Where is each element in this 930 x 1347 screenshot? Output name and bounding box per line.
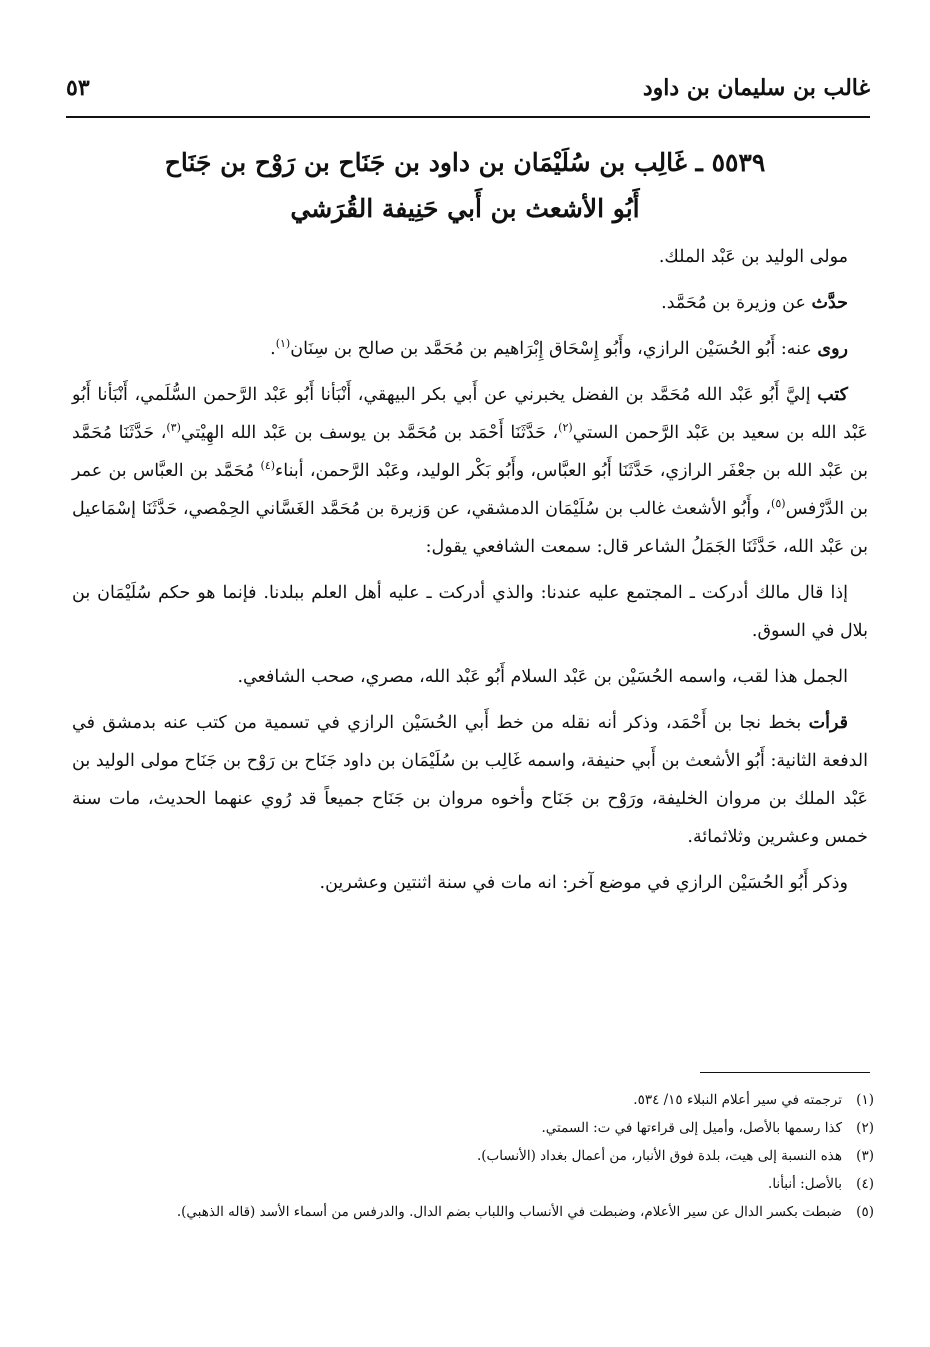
header-rule	[66, 116, 870, 118]
paragraph-text: عنه: أَبُو الحُسَيْن الرازي، وأَبُو إِسْحَاق إِبْرَاهيم بن مُحَمَّد بن صالح بن سِنَان	[290, 339, 818, 359]
paragraph-isnad	[72, 376, 868, 566]
keyword: روى	[817, 339, 848, 359]
paragraph-text: وذكر أَبُو الحُسَيْن الرازي في موضع آخر: انه مات في سنة اثنتين وعشرين.	[319, 873, 848, 893]
paragraph-mawla	[72, 238, 868, 276]
paragraph-death	[72, 864, 868, 902]
entry-title-line-1: ٥٥٣٩ ـ غَالِب بن سُلَيْمَان بن داود بن جَنَاح بن رَوْح بن جَنَاح	[164, 148, 766, 177]
paragraph-qaratu	[72, 704, 868, 856]
footnote-rule	[700, 1072, 870, 1073]
footnote-item	[72, 1170, 874, 1198]
paragraph-text: ، وأَبُو الأشعث غالب بن سُلَيْمَان الدمشقي، عن وَزيرة بن مُحَمَّد الغَسَّاني الحِمْصي، حَدَّثَنَا إسْمَاعيل بن عَبْد الله، حَدَّثَنَا الجَمَلُ الشاعر قال: سمعت الشافعي يقول:	[72, 499, 868, 557]
paragraph-text: إليَّ أَبُو عَبْد الله مُحَمَّد بن الفضل يخبرني عن أَبي بكر البيهقي، أَنْبَأنا أَبُو عَبْد الرَّحمن السُّلَمي، أَنْبَأنا أَبُو عَبْد الله بن سعيد بن عَبْد الرَّحمن الستي	[72, 385, 868, 443]
paragraph-haddatha	[72, 284, 868, 322]
keyword: كتب	[817, 385, 848, 405]
body-text	[72, 238, 868, 910]
paragraph-text: ، حَدَّثَنَا مُحَمَّد بن عَبْد الله بن جعْفَر الرازي، حَدَّثَنَا أَبُو العبَّاس، وأَبُو بَكْر الوليد، وعَبْد الرَّحمن، أبناء	[72, 423, 868, 481]
keyword: حدَّث	[811, 293, 848, 313]
footnote-ref: (٣)	[166, 421, 181, 435]
running-title: غالب بن سليمان بن داود	[642, 75, 870, 101]
footnote-text: ترجمته في سير أعلام النبلاء ١٥/ ٥٣٤.	[633, 1092, 842, 1108]
running-header	[66, 66, 870, 110]
footnote-item	[72, 1114, 874, 1142]
paragraph-text: الجمل هذا لقب، واسمه الحُسَيْن بن عَبْد السلام أَبُو عَبْد الله، مصري، صحب الشافعي.	[237, 667, 848, 687]
footnote-number: (٥)	[856, 1204, 874, 1220]
footnote-ref: (٢)	[558, 421, 573, 435]
page-number: ٥٣	[66, 75, 90, 101]
footnote-text: كذا رسمها بالأصل، وأميل إلى قراءتها في ت: السمتي.	[541, 1120, 842, 1136]
footnote-text: هذه النسبة إلى هيت، بلدة فوق الأنبار، من أعمال بغداد (الأنساب).	[476, 1148, 842, 1164]
paragraph-text: إذا قال مالك أدركت ـ المجتمع عليه عندنا: والذي أدركت ـ عليه أهل العلم ببلدنا. فإنما هو حكم سُلَيْمَان بن بلال في السوق.	[72, 583, 868, 641]
paragraph-rawa	[72, 330, 868, 368]
footnotes	[72, 1086, 874, 1226]
paragraph-text: مُحَمَّد بن العبَّاس بن عمر بن الدَّرْفس	[72, 461, 868, 519]
paragraph-tail: .	[270, 339, 276, 359]
entry-title	[110, 140, 820, 232]
footnote-ref: (٤)	[260, 459, 276, 473]
keyword: قرأت	[808, 713, 848, 733]
paragraph-text: مولى الوليد بن عَبْد الملك.	[658, 247, 848, 267]
footnote-item	[72, 1198, 874, 1226]
footnote-text: بالأصل: أنبأنا.	[768, 1176, 842, 1192]
footnote-number: (٢)	[856, 1120, 874, 1136]
footnote-number: (٣)	[856, 1148, 874, 1164]
footnote-text: ضبطت بكسر الدال عن سير الأعلام، وضبطت في الأنساب واللباب بضم الدال. والدرفس من أسماء الأسد (قاله الذهبي).	[176, 1204, 842, 1220]
footnote-number: (٤)	[856, 1176, 874, 1192]
paragraph-text: عن وزيرة بن مُحَمَّد.	[661, 293, 812, 313]
footnote-ref: (١)	[275, 337, 291, 351]
footnote-ref: (٥)	[771, 497, 786, 511]
paragraph-quote	[72, 574, 868, 650]
paragraph-text: بخط نجا بن أَحْمَد، وذكر أنه نقله من خط أَبي الحُسَيْن الرازي في تسمية من كتب عنه بدمشق في الدفعة الثانية: أَبُو الأشعث بن أَبي حنيفة، واسمه غَالِب بن سُلَيْمَان بن داود جَنَاح بن رَوْح بن جَنَاح مولى الوليد بن عَبْد الملك بن مروان الخليفة، ورَوْح بن جَنَاح وأخوه مروان بن جَنَاح جميعاً قد رُوي عنهما الحديث، مات سنة خمس وعشرين وثلاثمائة.	[72, 713, 868, 847]
paragraph-text: ، حَدَّثَنَا أَحْمَد بن مُحَمَّد بن يوسف بن عَبْد الله الهِيْتي	[180, 423, 559, 443]
footnote-item	[72, 1142, 874, 1170]
footnote-number: (١)	[856, 1092, 874, 1108]
footnote-item	[72, 1086, 874, 1114]
paragraph-jamal	[72, 658, 868, 696]
entry-title-line-2: أَبُو الأشعث بن أَبي حَنِيفة القُرَشي	[290, 194, 640, 223]
